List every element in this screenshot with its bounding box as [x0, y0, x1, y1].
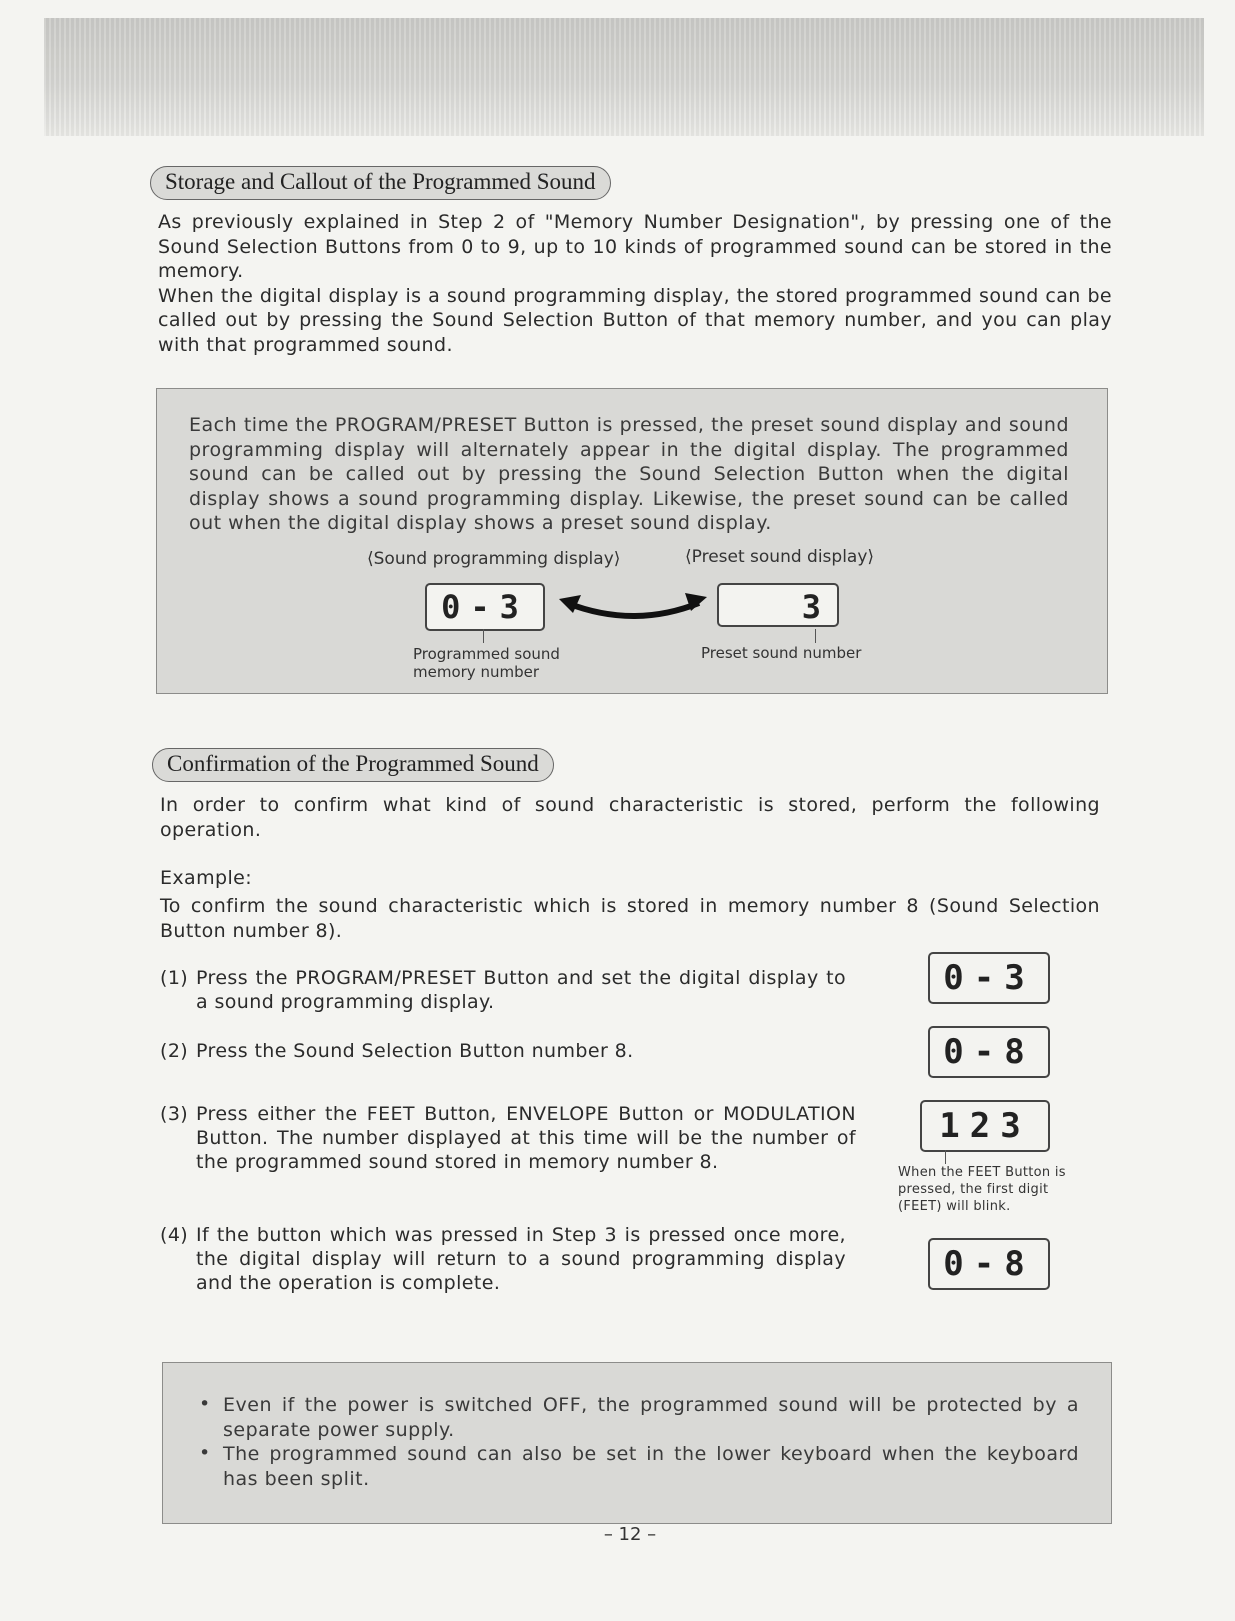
- curved-arrow-icon: [559, 589, 709, 629]
- notes-box: [162, 1362, 1112, 1524]
- section-heading-storage: Storage and Callout of the Programmed Sound: [150, 166, 611, 200]
- note-item-text: The programmed sound can also be set in the lower keyboard when the keyboard has been split.: [223, 1443, 1079, 1490]
- section1-paragraph-2: When the digital display is a sound programming display, the stored programmed sound can be called out by pressing the Sound Selection Button of that memory number, and you can play with that programmed sound.: [158, 284, 1112, 356]
- display-sound-programming: 0-3: [425, 583, 545, 631]
- pointer-line-left: [483, 629, 484, 643]
- section-heading-confirmation: Confirmation of the Programmed Sound: [152, 748, 554, 782]
- step-4-text: If the button which was pressed in Step 3 is pressed once more, the digital display will return to a sound programming display and the operation is complete.: [196, 1224, 846, 1294]
- step-3-display: 123: [920, 1100, 1050, 1152]
- notes-list: [189, 1393, 1079, 1491]
- section2-intro: In order to confirm what kind of sound characteristic is stored, perform the following operation.: [160, 794, 1100, 841]
- step-1-display: 0-3: [928, 952, 1050, 1004]
- label-programmed-sound-memory-number: Programmed sound memory number: [413, 645, 560, 681]
- note-item: [189, 1442, 1079, 1491]
- step-3-number: (3): [160, 1103, 189, 1125]
- note-item: [189, 1393, 1079, 1442]
- example-text: To confirm the sound characteristic which is stored in memory number 8 (Sound Selection Button number 8).: [160, 895, 1100, 942]
- info-box-text: Each time the PROGRAM/PRESET Button is pressed, the preset sound display and sound programming display will alternately appear in the digital display. The programmed sound can be called out by pressing the Sound Selection Button when the digital display shows a sound programming display. Likewise, the preset sound can be called out when the digital display shows a preset sound display.: [189, 414, 1069, 534]
- step-3-note: When the FEET Button is pressed, the first digit (FEET) will blink.: [898, 1165, 1066, 1214]
- step-2-display: 0-8: [928, 1026, 1050, 1078]
- step-4-display: 0-8: [928, 1238, 1050, 1290]
- header-band: [44, 18, 1204, 136]
- example-label: Example:: [160, 867, 253, 889]
- section1-body: [158, 210, 1112, 357]
- step-3-pointer-line: [945, 1150, 946, 1164]
- step-1-text: Press the PROGRAM/PRESET Button and set the digital display to a sound programming display.: [196, 967, 846, 1013]
- bullet-icon: •: [199, 1393, 211, 1415]
- step-1-number: (1): [160, 967, 189, 989]
- step-2-text: Press the Sound Selection Button number 8.: [196, 1040, 634, 1062]
- display-preset-sound: 3: [717, 583, 839, 627]
- bullet-icon: •: [199, 1442, 211, 1464]
- caption-preset-sound-display: ⟨Preset sound display⟩: [685, 547, 875, 567]
- step-4-number: (4): [160, 1224, 189, 1246]
- info-box: [156, 388, 1108, 694]
- page-number: – 12 –: [603, 1524, 657, 1545]
- pointer-line-right: [815, 629, 816, 643]
- step-3-text: Press either the FEET Button, ENVELOPE Button or MODULATION Button. The number displayed at this time will be the number of the programmed sound stored in memory number 8.: [196, 1103, 856, 1173]
- note-item-text: Even if the power is switched OFF, the programmed sound will be protected by a separate power supply.: [223, 1394, 1079, 1441]
- section1-paragraph-1: As previously explained in Step 2 of "Memory Number Designation", by pressing one of the Sound Selection Buttons from 0 to 9, up to 10 kinds of programmed sound can be stored in the memory.: [158, 211, 1112, 282]
- caption-sound-programming-display: ⟨Sound programming display⟩: [367, 549, 621, 569]
- label-preset-sound-number: Preset sound number: [701, 644, 862, 662]
- step-2-number: (2): [160, 1040, 189, 1062]
